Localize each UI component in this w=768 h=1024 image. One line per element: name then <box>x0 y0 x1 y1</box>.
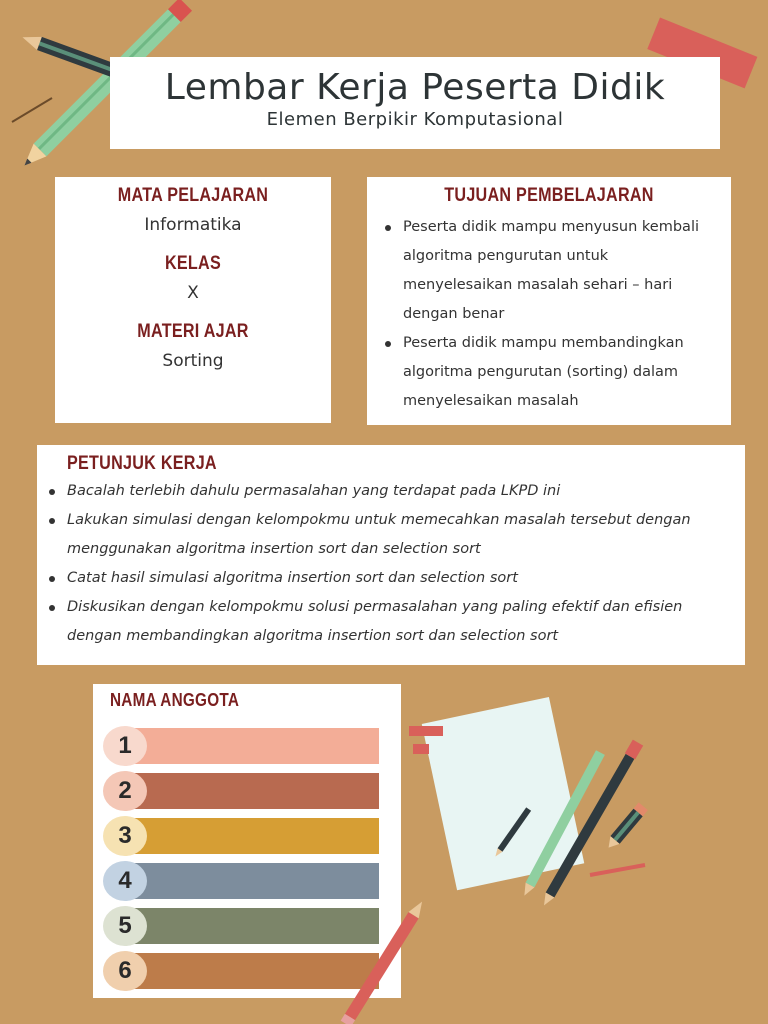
instruction-item: Lakukan simulasi dengan kelompokmu untuk memecahkan masalah tersebut dengan menggunakan algoritma insertion sort dan selection sort <box>47 506 729 564</box>
member-number: 5 <box>103 906 147 946</box>
member-name-field[interactable] <box>125 773 379 809</box>
goal-item: Peserta didik mampu menyusun kembali algoritma pengurutan untuk menyelesaikan masalah sehari – hari dengan benar <box>383 213 721 329</box>
member-row-1[interactable] <box>103 726 379 764</box>
instruction-item: Bacalah terlebih dahulu permasalahan yang terdapat pada LKPD ini <box>47 477 729 506</box>
info-card <box>55 177 331 423</box>
class-value: X <box>187 283 199 303</box>
page-subtitle: Elemen Berpikir Komputasional <box>266 109 564 130</box>
member-name-field[interactable] <box>125 728 379 764</box>
instructions-list <box>37 475 745 651</box>
goals-list <box>367 207 731 416</box>
instruction-item: Catat hasil simulasi algoritma insertion sort dan selection sort <box>47 564 729 593</box>
page-title: Lembar Kerja Peserta Didik <box>164 67 666 108</box>
goals-card <box>367 177 731 425</box>
member-name-field[interactable] <box>125 818 379 854</box>
goals-heading: TUJUAN PEMBELAJARAN <box>444 185 654 206</box>
paper-illustration <box>405 690 675 910</box>
instructions-card <box>37 445 745 665</box>
instructions-heading: PETUNJUK KERJA <box>67 453 217 474</box>
member-number: 4 <box>103 861 147 901</box>
member-number: 3 <box>103 816 147 856</box>
member-row-2[interactable] <box>103 771 379 809</box>
member-number: 2 <box>103 771 147 811</box>
pencil-illustration <box>335 905 435 1024</box>
subject-value: Informatika <box>144 215 242 235</box>
goal-item: Peserta didik mampu membandingkan algoritma pengurutan (sorting) dalam menyelesaikan masalah <box>383 329 721 416</box>
member-name-field[interactable] <box>125 863 379 899</box>
members-heading: NAMA ANGGOTA <box>110 690 240 710</box>
material-value: Sorting <box>162 351 224 371</box>
member-number: 1 <box>103 726 147 766</box>
subject-heading: MATA PELAJARAN <box>117 185 269 206</box>
material-heading: MATERI AJAR <box>137 321 249 342</box>
member-number: 6 <box>103 951 147 991</box>
title-card <box>110 57 720 149</box>
instruction-item: Diskusikan dengan kelompokmu solusi permasalahan yang paling efektif dan efisien dengan membandingkan algoritma insertion sort dan selection sort <box>47 593 729 651</box>
member-row-3[interactable] <box>103 816 379 854</box>
member-row-4[interactable] <box>103 861 379 899</box>
class-heading: KELAS <box>164 253 222 274</box>
